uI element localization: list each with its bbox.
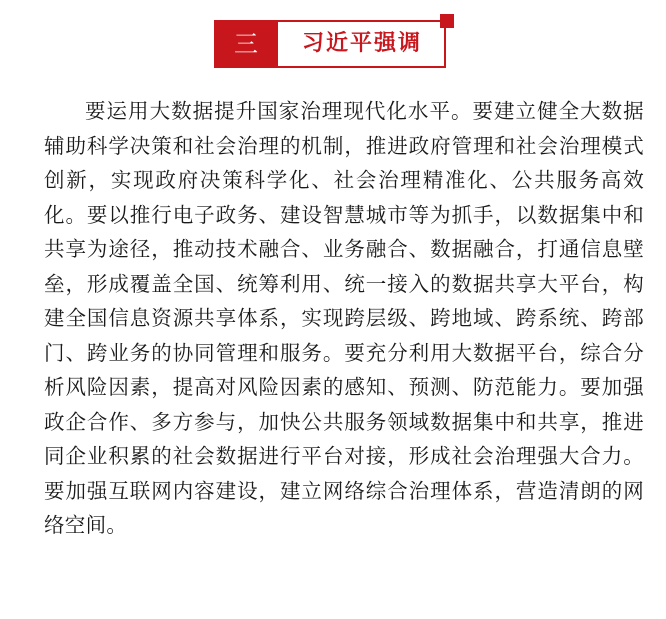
body-paragraph: 要运用大数据提升国家治理现代化水平。要建立健全大数据辅助科学决策和社会治理的机制，推进政府管理和社会治理模式创新，实现政府决策科学化、社会治理精准化、公共服务高效化。要以推行电子政务、建设智慧城市等为抓手，以数据集中和共享为途径，推动技术融合、业务融合、数据融合，打通信息壁垒，形成覆盖全国、统筹利用、统一接入的数据共享大平台，构建全国信息资源共享体系，实现跨层级、跨地域、跨系统、跨部门、跨业务的协同管理和服务。要充分利用大数据平台，综合分析风险因素，提高对风险因素的感知、预测、防范能力。要加强政企合作、多方参与，加快公共服务领域数据集中和共享，推进同企业积累的社会数据进行平台对接，形成社会治理强大合力。要加强互联网内容建设，建立网络综合治理体系，营造清朗的网络空间。 bbox=[44, 99, 644, 537]
corner-square-decoration bbox=[440, 14, 454, 28]
section-number: 三 bbox=[214, 20, 278, 68]
section-title: 习近平强调 bbox=[301, 31, 422, 56]
section-header bbox=[214, 20, 454, 72]
